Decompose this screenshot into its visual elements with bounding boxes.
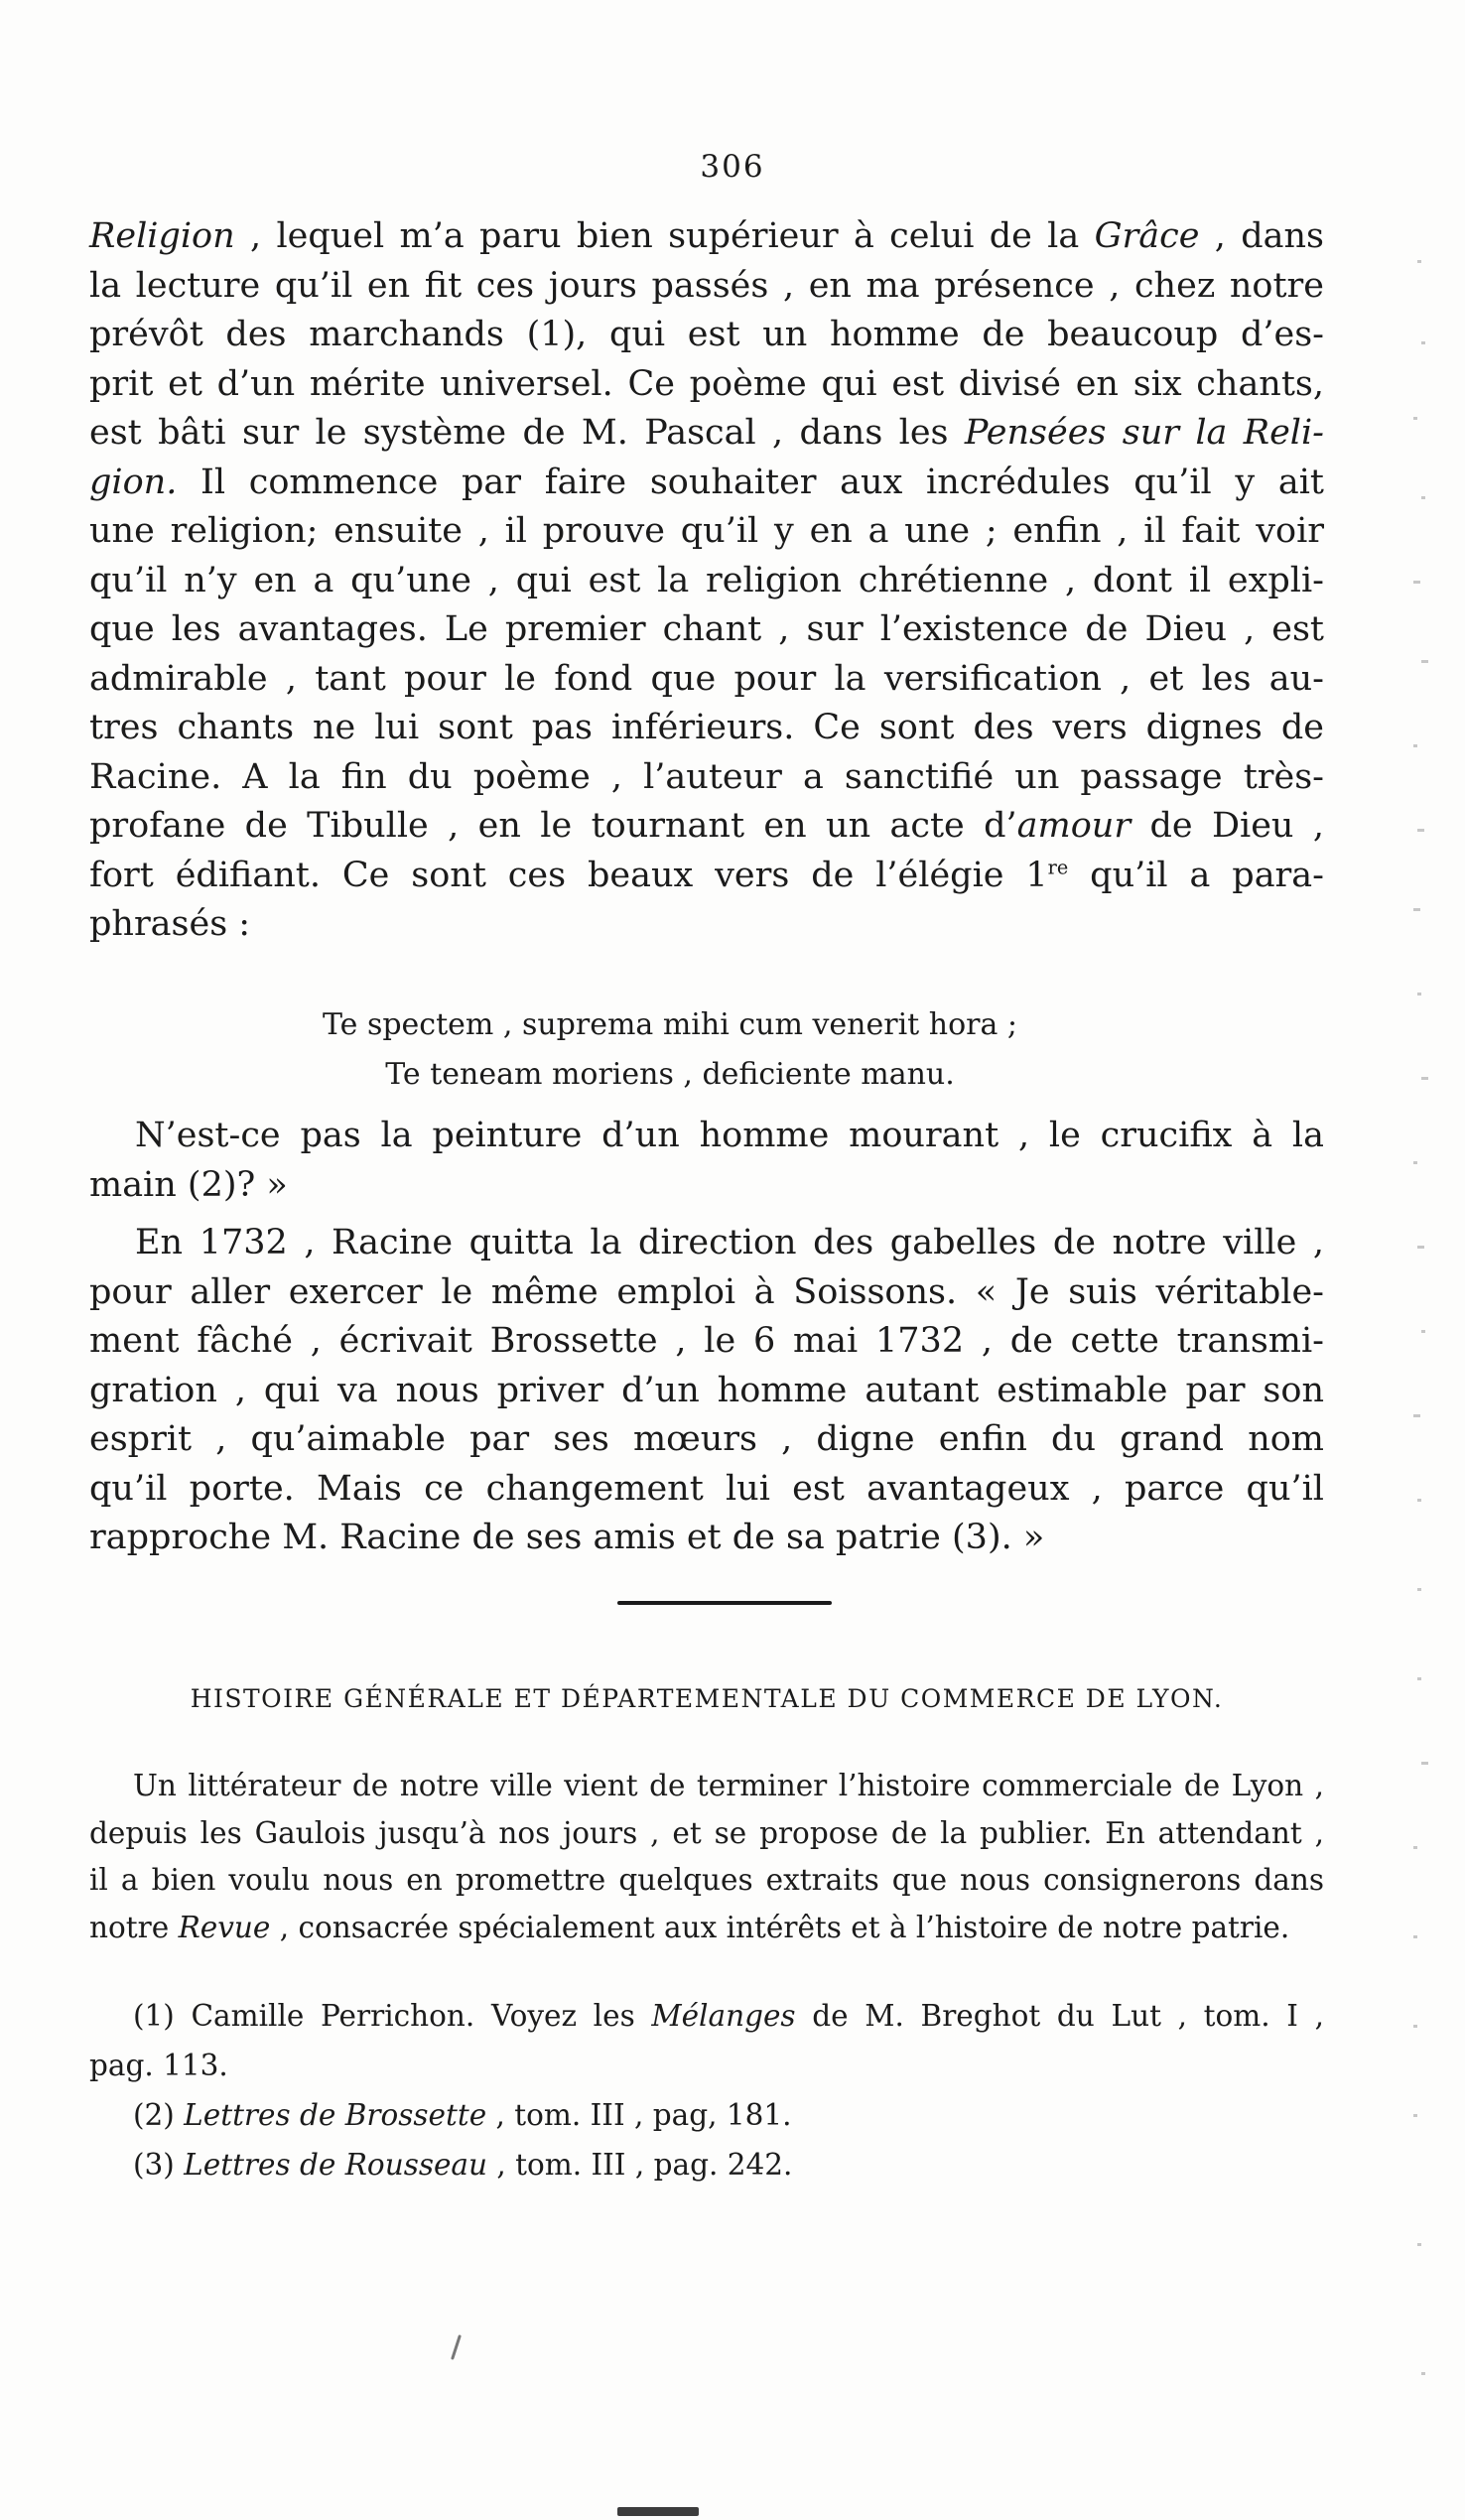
scan-speck [1413, 744, 1417, 747]
text-line: Racine. A la fin du poème , l’auteur a sanctifié un passage très- [89, 756, 1324, 797]
text-line: (1) Camille Perrichon. Voyez les Mélanges de M. Breghot du Lut , tom. I , [133, 1999, 1324, 2033]
scan-speck [1413, 2025, 1417, 2028]
section-heading: HISTOIRE GÉNÉRALE ET DÉPARTEMENTALE DU COMMERCE DE LYON. [190, 1684, 1224, 1713]
scan-speck [1421, 2372, 1425, 2375]
paragraph-religion-poem [89, 212, 1324, 950]
text-line: notre Revue , consacrée spécialement aux intérêts et à l’histoire de notre patrie. [89, 1910, 1290, 1944]
scan-speck [1413, 581, 1420, 584]
text-line: prit et d’un mérite universel. Ce poème qui est divisé en six chants, [89, 363, 1324, 404]
scan-speck [1417, 1499, 1421, 1502]
scan-speck [1413, 908, 1420, 911]
text-line: pag. 113. [89, 2049, 228, 2082]
scan-speck [1413, 1414, 1420, 1417]
text-line: pour aller exercer le même emploi à Soissons. « Je suis véritable- [89, 1271, 1324, 1312]
scan-speck [1417, 2243, 1421, 2246]
paragraph-racine-1732 [89, 1219, 1324, 1563]
scan-speck [1421, 660, 1428, 663]
paragraph-crucifix [89, 1112, 1324, 1210]
scan-speck [1413, 417, 1417, 420]
text-line: (2) Lettres de Brossette , tom. III , pag, 181. [133, 2098, 792, 2132]
text-line: N’est-ce pas la peinture d’un homme mourant , le crucifix à la [135, 1116, 1324, 1155]
text-line: En 1732 , Racine quitta la direction des gabelles de notre ville , [135, 1223, 1324, 1262]
page-number: 306 [700, 149, 765, 185]
text-line: qu’il n’y en a qu’une , qui est la religion chrétienne , dont il expli- [89, 560, 1324, 600]
text-line: rapproche M. Racine de ses amis et de sa patrie (3). » [89, 1518, 1045, 1557]
text-line: depuis les Gaulois jusqu’à nos jours , et se propose de la publier. En attendant , [89, 1815, 1324, 1850]
scan-speck [1421, 1077, 1428, 1080]
section-divider-rule [617, 1601, 832, 1605]
scan-edge-mark [617, 2507, 699, 2516]
scan-speck [1417, 1588, 1421, 1591]
text-line: qu’il porte. Mais ce changement lui est avantageux , parce qu’il [89, 1468, 1324, 1509]
text-line: fort édifiant. Ce sont ces beaux vers de l’élégie 1re qu’il a para- [89, 855, 1324, 895]
text-line: tres chants ne lui sont pas inférieurs. Ce sont des vers dignes de [89, 708, 1324, 747]
text-line: Te spectem , suprema mihi cum venerit hora ; [322, 1007, 1018, 1042]
text-line: est bâti sur le système de M. Pascal , dans les Pensées sur la Reli- [89, 413, 1324, 453]
text-line: profane de Tibulle , en le tournant en un acte d’amour de Dieu , [89, 806, 1324, 846]
scan-speck [1421, 341, 1425, 344]
scan-speck [1417, 993, 1421, 995]
text-line: Religion , lequel m’a paru bien supérieur à celui de la Grâce , dans [89, 216, 1324, 256]
text-line: prévôt des marchands (1), qui est un homme de beaucoup d’es- [89, 315, 1324, 354]
text-line: il a bien voulu nous en promettre quelques extraits que nous consignerons dans [89, 1863, 1324, 1897]
scan-speck [1413, 1161, 1417, 1164]
scan-speck [1417, 260, 1421, 263]
latin-verse-quote [89, 1000, 1251, 1100]
scan-speck [1413, 2114, 1417, 2117]
scan-speck [1417, 829, 1424, 832]
paragraph-histoire-commerce [89, 1763, 1324, 1951]
scan-speck [1421, 1762, 1428, 1765]
text-line: Un littérateur de notre ville vient de terminer l’histoire commerciale de Lyon , [133, 1769, 1324, 1802]
text-line: esprit , qu’aimable par ses mœurs , digne enfin du grand nom [89, 1419, 1324, 1459]
text-line: gration , qui va nous priver d’un homme autant estimable par son [89, 1370, 1324, 1410]
text-line: main (2)? » [89, 1164, 288, 1205]
footnotes [89, 1991, 1324, 2189]
text-line: une religion; ensuite , il prouve qu’il y en a une ; enfin , il fait voir [89, 511, 1324, 551]
scan-speck [1413, 1935, 1417, 1938]
text-line: phrasés : [89, 904, 251, 944]
scan-speck [1417, 1677, 1421, 1680]
text-line: la lecture qu’il en fit ces jours passés , en ma présence , chez notre [89, 265, 1324, 306]
scan-speck [1421, 496, 1425, 499]
text-line: ment fâché , écrivait Brossette , le 6 mai 1732 , de cette transmi- [89, 1321, 1324, 1361]
text-line: que les avantages. Le premier chant , sur l’existence de Dieu , est [89, 609, 1324, 649]
scan-speck [1421, 1330, 1425, 1333]
scan-speck [451, 2334, 462, 2360]
scan-speck [1417, 1246, 1424, 1249]
text-line: gion. Il commence par faire souhaiter aux incrédules qu’il y ait [89, 462, 1324, 502]
text-line: admirable , tant pour le fond que pour la versification , et les au- [89, 658, 1324, 699]
scan-speck [1413, 1846, 1417, 1849]
text-line: (3) Lettres de Rousseau , tom. III , pag. 242. [133, 2148, 793, 2182]
text-line: Te teneam moriens , deficiente manu. [385, 1057, 955, 1092]
